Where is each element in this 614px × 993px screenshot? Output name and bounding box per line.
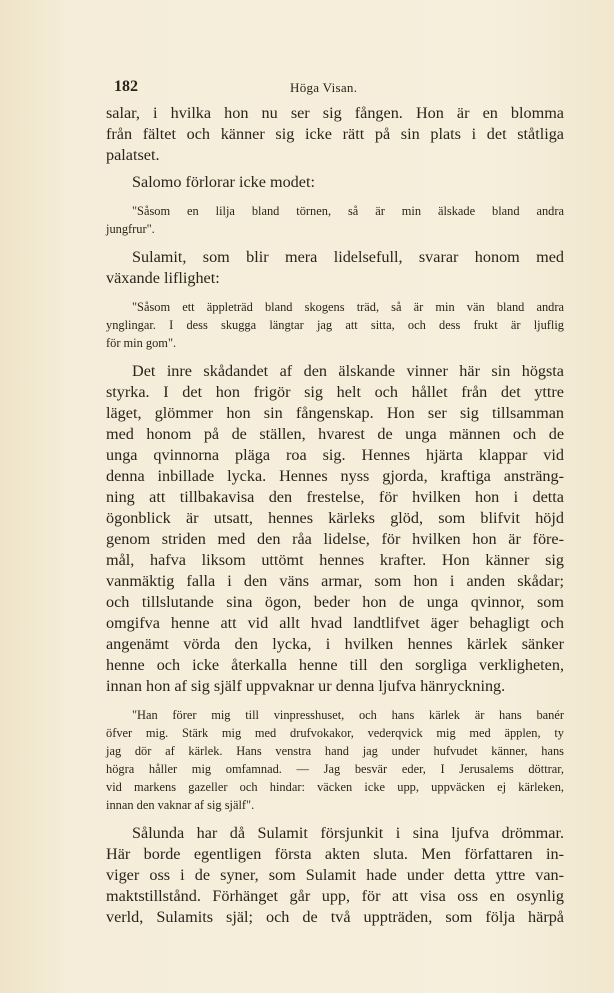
text-line: viger oss i de syner, som Sulamit hade under detta yttre van- (106, 866, 564, 884)
text-line: maktstillstånd. Förhänget går upp, för att visa oss en osynlig (106, 887, 564, 905)
quote-line: ynglingar. I dess skugga längtar jag att sitta, och dess frukt är ljuflig (106, 318, 564, 332)
running-head: Höga Visan. (290, 80, 358, 95)
quote-line: innan den vaknar af sig själf". (106, 798, 255, 812)
text-line: salar, i hvilka hon nu ser sig fången. Hon är en blomma (106, 104, 564, 122)
paragraph (106, 247, 564, 289)
text-line: och tillslutande sina ögon, beder hon de unga qvinnor, som (106, 593, 564, 611)
text-line: angenämt vörda den lycka, i hvilken hennes kärlek sänker (106, 635, 564, 653)
quote-line: "Såsom en lilja bland törnen, så är min älskade bland andra (132, 204, 564, 218)
page-header (106, 78, 564, 98)
paragraph (106, 172, 564, 193)
text-line: omgifva henne att vid allt hvad landtlifvet äger behagligt och (106, 614, 564, 632)
text-line: henne och icke återkalla henne till den sorgliga verkligheten, (106, 656, 564, 674)
text-line: vanmäktig falla i den väns armar, som hon i anden skådar; (106, 572, 564, 590)
text-line: verld, Sulamits själ; och de två uppträden, som följa härpå (106, 908, 564, 926)
text-line: unga qvinnorna pläga roa sig. Hennes hjärta klappar vid (106, 446, 564, 464)
text-line: genom striden med den råa lidelse, för hvilken hon är före- (106, 530, 564, 548)
block-spacer (106, 193, 564, 202)
text-line: med honom på de ställen, hvarest de unga männen och de (106, 425, 564, 443)
block-spacer (106, 814, 564, 823)
text-line: ögonblick är utsatt, hennes kärleks glöd, som blifvit höjd (106, 509, 564, 527)
page-body (106, 103, 564, 928)
text-line: ning att tillbakavisa den frestelse, för hvilken hon i detta (106, 488, 564, 506)
text-line: Här borde egentligen första akten sluta. Men författaren in- (106, 845, 564, 863)
text-line: Sålunda har då Sulamit försjunkit i sina ljufva drömmar. (132, 824, 564, 842)
block-spacer (106, 238, 564, 247)
text-line: mål, hafva liksom uttömt hennes krafter. Hon känner sig (106, 551, 564, 569)
quote-line: "Han förer mig till vinpresshuset, och hans kärlek är hans banér (132, 708, 564, 722)
quote-line: öfver mig. Stärk mig med drufvokakor, vederqvick mig med äpplen, ty (106, 726, 564, 740)
quote-line: jag dör af kärlek. Hans venstra hand jag under hufvudet känner, hans (106, 744, 564, 758)
quote-line: "Såsom ett äppleträd bland skogens träd, så är min vän bland andra (132, 300, 564, 314)
text-line: Det inre skådandet af den älskande vinner här sin högsta (132, 362, 564, 380)
quote-line: vid markens gazeller och hindar: väcken icke upp, uppväcken ej kärleken, (106, 780, 564, 794)
block-quote (106, 298, 564, 352)
block-quote (106, 706, 564, 814)
quote-line: jungfrur". (106, 222, 155, 236)
quote-line: högra håller mig omfamnad. — Jag besvär eder, I Jerusalems döttrar, (106, 762, 564, 776)
text-line: Sulamit, som blir mera lidelsefull, svarar honom med (132, 248, 564, 266)
paragraph (106, 103, 564, 166)
text-line: Salomo förlorar icke modet: (132, 173, 315, 191)
quote-line: för min gom". (106, 336, 177, 350)
text-line: innan hon af sig själf uppvaknar ur denna ljufva hänryckning. (106, 677, 506, 695)
text-line: växande liflighet: (106, 269, 220, 287)
text-line: palatset. (106, 146, 160, 164)
text-line: läget, glömmer hon sin fångenskap. Hon ser sig tillsamman (106, 404, 564, 422)
block-quote (106, 202, 564, 238)
paragraph (106, 361, 564, 697)
paragraph (106, 823, 564, 928)
text-line: styrka. I det hon frigör sig helt och hållet från det yttre (106, 383, 564, 401)
block-spacer (106, 352, 564, 361)
text-line: denna inbillade lycka. Hennes nyss gjorda, kraftiga ansträng- (106, 467, 564, 485)
block-spacer (106, 289, 564, 298)
text-line: från fältet och känner sig icke rätt på sin plats i det ståtliga (106, 125, 564, 143)
block-spacer (106, 697, 564, 706)
page-number: 182 (114, 78, 138, 95)
